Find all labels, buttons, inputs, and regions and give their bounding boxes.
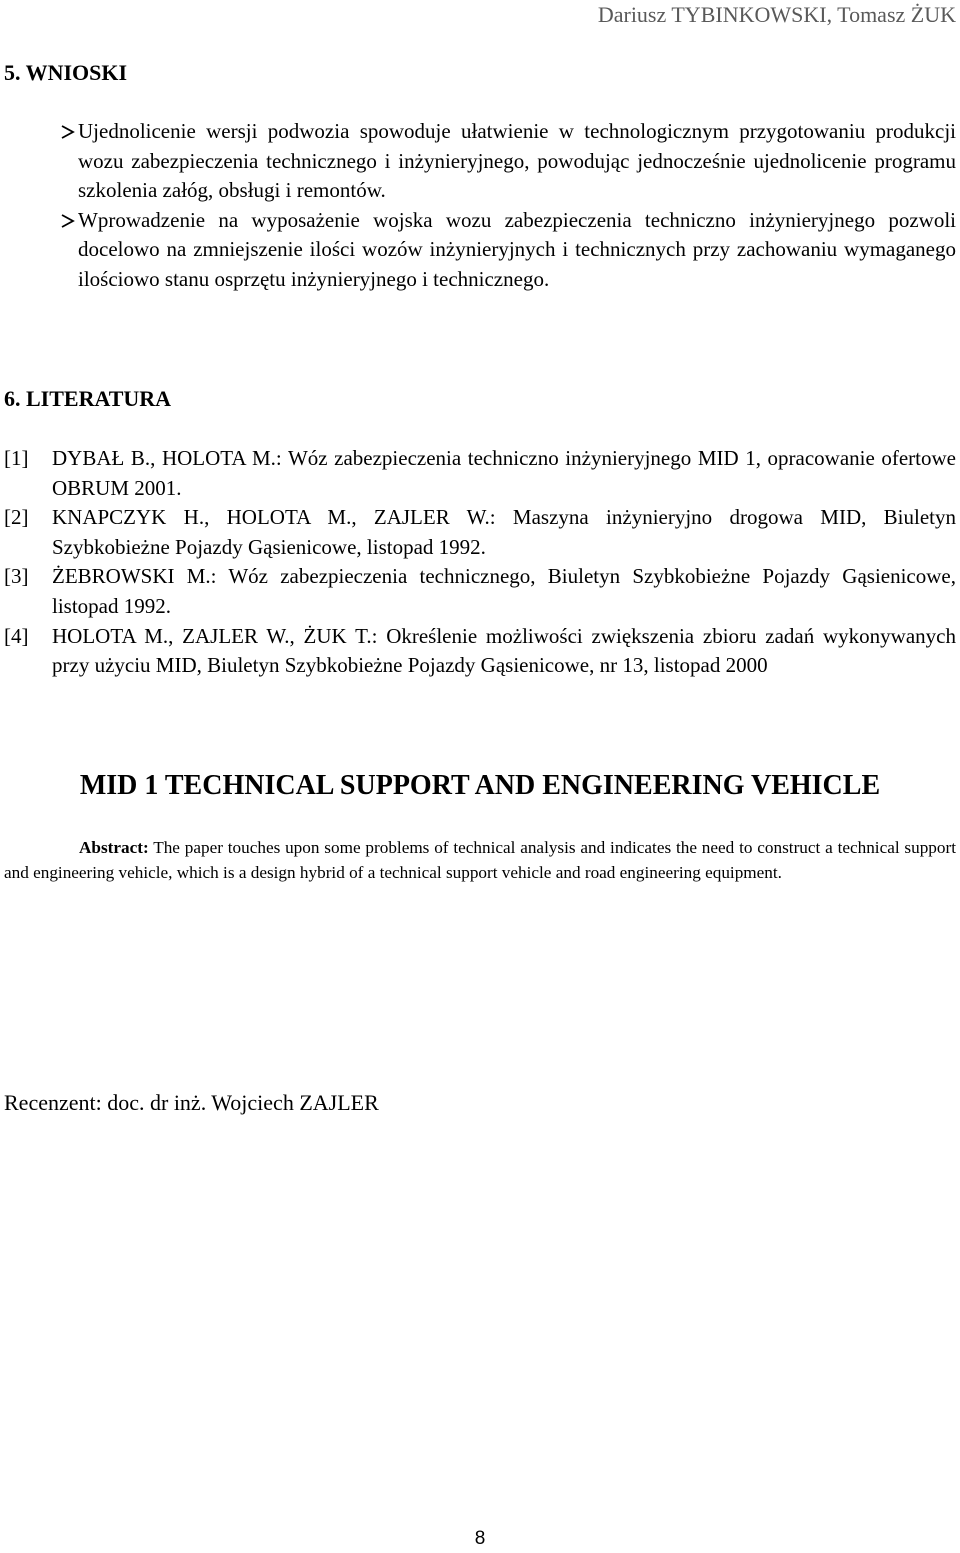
reference-item [4,503,956,562]
conclusions-list [60,117,956,294]
reference-list [4,444,956,681]
arrowhead-bullet-icon [60,124,76,140]
conclusion-item [60,206,956,295]
page-number: 8 [474,1528,486,1549]
literature-heading: 6. LITERATURA [4,386,172,411]
reference-number: [2] [4,505,29,530]
reference-text: DYBAŁ B., HOLOTA M.: Wóz zabezpieczenia techniczno inżynieryjnego MID 1, opracowanie ofertowe OBRUM 2001. [52,446,956,500]
reference-item [4,562,956,621]
english-title: MID 1 TECHNICAL SUPPORT AND ENGINEERING VEHICLE [79,770,881,801]
conclusion-text: Ujednolicenie wersji podwozia spowoduje ułatwienie w technologicznym przygotowaniu produkcji wozu zabezpieczenia technicznego i inżynieryjnego, powodując jednocześnie ujednolicenie programu szkolenia załóg, obsługi i remontów. [78,119,956,202]
conclusions-heading: 5. WNIOSKI [4,60,128,85]
reviewer-line: Recenzent: doc. dr inż. Wojciech ZAJLER [4,1090,379,1115]
reference-text: ŻEBROWSKI M.: Wóz zabezpieczenia technicznego, Biuletyn Szybkobieżne Pojazdy Gąsienicowe, listopad 1992. [52,564,956,618]
reference-number: [1] [4,446,29,470]
abstract-paragraph [4,835,956,885]
conclusion-item [60,117,956,206]
conclusion-text: Wprowadzenie na wyposażenie wojska wozu zabezpieczenia techniczno inżynieryjnego pozwoli docelowo na zmniejszenie ilości wozów inżynieryjnych i technicznych przy zachowaniu wymaganego ilościowo stanu osprzętu inżynieryjnego i technicznego. [78,207,956,291]
abstract-label: Abstract: [79,838,149,857]
reference-item [4,622,956,681]
running-header-authors: Dariusz TYBINKOWSKI, Tomasz ŻUK [597,2,956,27]
reference-text: HOLOTA M., ZAJLER W., ŻUK T.: Określenie możliwości zwiększenia zbioru zadań wykonywanych przy użyciu MID, Biuletyn Szybkobieżne Pojazdy Gąsienicowe, nr 13, listopad 2000 [52,623,956,678]
reference-text: KNAPCZYK H., HOLOTA M., ZAJLER W.: Maszyna inżynieryjno drogowa MID, Biuletyn Szybkobieżne Pojazdy Gąsienicowe, listopad 1992. [52,505,956,559]
abstract-text: The paper touches upon some problems of technical analysis and indicates the need to construct a technical support and engineering vehicle, which is a design hybrid of a technical support vehicle and road engineering equipment. [4,838,956,882]
reference-number: [3] [4,564,29,589]
reference-item [4,444,956,503]
reference-number: [4] [4,623,29,648]
arrowhead-bullet-icon [60,213,76,229]
